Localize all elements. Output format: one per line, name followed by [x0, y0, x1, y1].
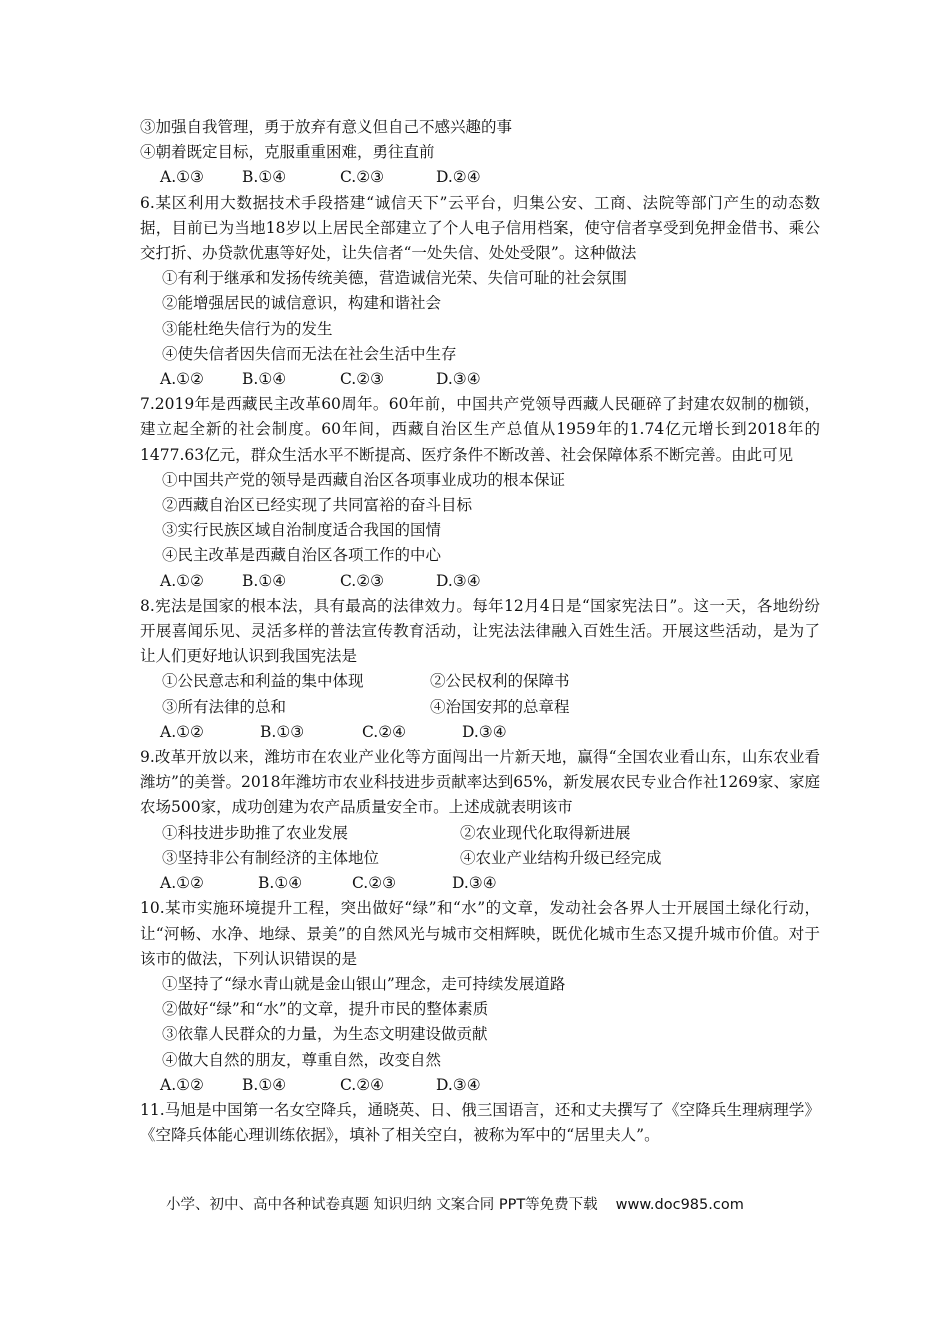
option-2: ②能增强居民的诚信意识，构建和谐社会: [162, 294, 442, 313]
option-1: ①有利于继承和发扬传统美德，营造诚信光荣、失信可耻的社会氛围: [162, 269, 628, 288]
page-footer: [166, 1193, 806, 1214]
choice-d: D.③④: [436, 571, 481, 590]
option-1: ①公民意志和利益的集中体现: [162, 672, 364, 691]
answer-choices: [140, 720, 820, 745]
choice-a: A.①③: [160, 168, 204, 187]
choice-a: A.①②: [160, 874, 204, 893]
question-stem: 8.宪法是国家的根本法，具有最高的法律效力。每年12月4日是“国家宪法日”。这一天，各地纷纷开展喜闻乐见、灵活多样的普法宣传教育活动，让宪法法律融入百姓生活。开展这些活动，是为了让人们更好地认识到我国宪法是: [140, 596, 820, 666]
option-3: ③能杜绝失信行为的发生: [162, 319, 333, 338]
option-4: ④治国安邦的总章程: [430, 697, 570, 716]
option-row: [140, 846, 820, 871]
option-4: ④民主改革是西藏自治区各项工作的中心: [162, 546, 442, 565]
choice-a: A.①②: [160, 370, 204, 389]
question-stem: 7.2019年是西藏民主改革60周年。60年前，中国共产党领导西藏人民砸碎了封建农奴制的枷锁，建立起全新的社会制度。60年间，西藏自治区生产总值从1959年的1.74亿元增长到2018年的1477.63亿元，群众生活水平不断提高、医疗条件不断改善、社会保障体系不断完善。由此可见: [140, 395, 820, 464]
choice-b: B.①④: [242, 370, 287, 389]
choice-a: A.①②: [160, 571, 204, 590]
choice-d: D.③④: [452, 874, 497, 893]
choice-d: D.③④: [436, 1075, 481, 1094]
question-stem: 11.马旭是中国第一名女空降兵，通晓英、日、俄三国语言，还和丈夫撰写了《空降兵生理病理学》《空降兵体能心理训练依据》，填补了相关空白，被称为军中的“居里夫人”。: [140, 1100, 820, 1145]
option-1: ①坚持了“绿水青山就是金山银山”理念，走可持续发展道路: [162, 974, 566, 993]
choice-c: C.②④: [362, 722, 407, 741]
choice-b: B.①③: [260, 722, 305, 741]
choice-a: A.①②: [160, 722, 204, 741]
question-10: [140, 896, 820, 1098]
option-row: [140, 669, 820, 694]
q5-choices: [140, 165, 820, 190]
option-4: ④农业产业结构升级已经完成: [460, 848, 662, 867]
question-6: [140, 191, 820, 393]
option-4: ④使失信者因失信而无法在社会生活中生存: [162, 344, 457, 363]
q5-option-3: ③加强自我管理，勇于放弃有意义但自己不感兴趣的事: [140, 118, 513, 136]
option-3: ③坚持非公有制经济的主体地位: [162, 848, 380, 867]
choice-c: C.②③: [340, 571, 385, 590]
option-4: ④做大自然的朋友，尊重自然，改变自然: [162, 1050, 442, 1069]
option-2: ②做好“绿”和“水”的文章，提升市民的整体素质: [162, 1000, 489, 1019]
answer-choices: [140, 569, 820, 594]
exam-content: [140, 115, 820, 1148]
answer-choices: [140, 367, 820, 392]
option-2: ②公民权利的保障书: [430, 672, 570, 691]
option-2: ②农业现代化取得新进展: [460, 823, 631, 842]
answer-choices: [140, 1073, 820, 1098]
question-8: [140, 594, 820, 745]
option-1: ①科技进步助推了农业发展: [162, 823, 349, 842]
option-row: [140, 821, 820, 846]
choice-d: D.②④: [436, 168, 481, 187]
choice-b: B.①④: [242, 571, 287, 590]
question-7: [140, 392, 820, 594]
question-stem: 10.某市实施环境提升工程，突出做好“绿”和“水”的文章，发动社会各界人士开展国土绿化行动，让“河畅、水净、地绿、景美”的自然风光与城市交相辉映，既优化城市生态又提升城市价值。对于该市的做法，下列认识错误的是: [140, 899, 820, 968]
option-3: ③依靠人民群众的力量，为生态文明建设做贡献: [162, 1025, 488, 1044]
question-stem: 9.改革开放以来，潍坊市在农业产业化等方面闯出一片新天地，赢得“全国农业看山东，山东农业看潍坊”的美誉。2018年潍坊市农业科技进步贡献率达到65%，新发展农民专业合作社1269家、家庭农场500家，成功创建为农产品质量安全市。上述成就表明该市: [140, 748, 820, 817]
choice-c: C.②④: [340, 1075, 385, 1094]
choice-d: D.③④: [462, 722, 507, 741]
choice-c: C.②③: [340, 168, 385, 187]
question-11: [140, 1098, 820, 1148]
option-2: ②西藏自治区已经实现了共同富裕的奋斗目标: [162, 496, 473, 515]
footer-text: 小学、初中、高中各种试卷真题 知识归纳 文案合同 PPT等免费下载: [166, 1197, 598, 1213]
answer-choices: [140, 871, 820, 896]
option-3: ③所有法律的总和: [162, 697, 287, 716]
choice-c: C.②③: [352, 874, 397, 893]
choice-b: B.①④: [242, 168, 287, 187]
option-row: [140, 695, 820, 720]
choice-b: B.①④: [242, 1075, 287, 1094]
option-1: ①中国共产党的领导是西藏自治区各项事业成功的根本保证: [162, 470, 566, 489]
q5-option-4: ④朝着既定目标，克服重重困难，勇往直前: [140, 143, 435, 162]
choice-b: B.①④: [258, 874, 303, 893]
choice-d: D.③④: [436, 370, 481, 389]
question-stem: 6.某区利用大数据技术手段搭建“诚信天下”云平台，归集公安、工商、法院等部门产生的动态数据，目前已为当地18岁以上居民全部建立了个人电子信用档案，使守信者享受到免押金借书、乘公交打折、办贷款优惠等好处，让失信者“一处失信、处处受限”。这种做法: [140, 193, 820, 263]
choice-a: A.①②: [160, 1075, 204, 1094]
choice-c: C.②③: [340, 370, 385, 389]
question-9: [140, 745, 820, 896]
option-3: ③实行民族区域自治制度适合我国的国情: [162, 521, 442, 540]
footer-site-link[interactable]: www.doc985.com: [615, 1197, 744, 1213]
